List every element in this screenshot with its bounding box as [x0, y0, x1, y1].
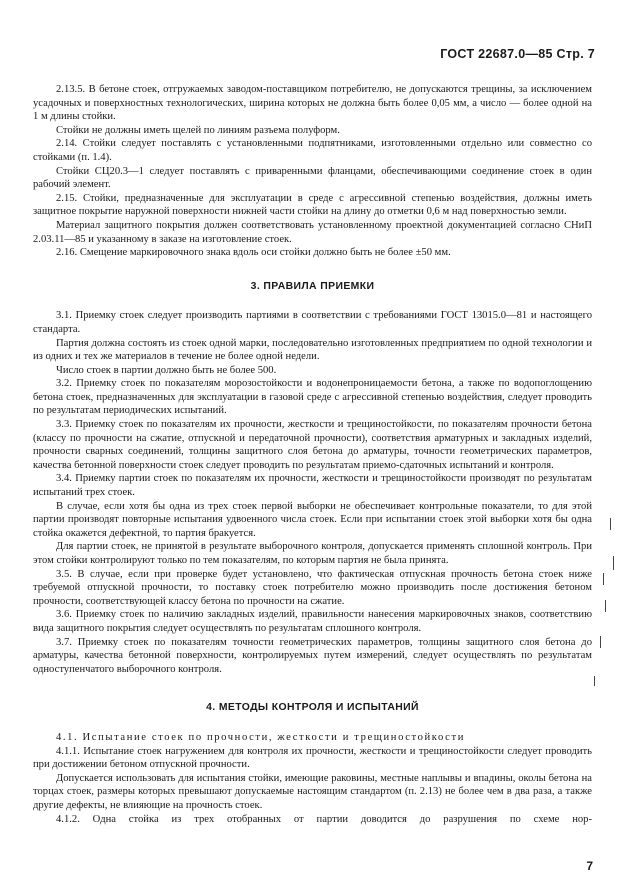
paragraph-2-15-note: Материал защитного покрытия должен соответствовать установленному проектной документацией согласно СНиП 2.03.11—85 и указанному в заказе на изготовление стоек.: [33, 219, 592, 245]
page-number: 7: [586, 859, 593, 873]
page-header: ГОСТ 22687.0—85 Стр. 7: [440, 47, 595, 61]
paragraph-3-1-batch: Партия должна состоять из стоек одной марки, последовательно изготовленных предприятием по одной технологии и из одних и тех же материалов в течение не более одной недели.: [33, 337, 592, 363]
paragraph-2-16: 2.16. Смещение маркировочного знака вдоль оси стойки должно быть не более ±50 мм.: [56, 247, 451, 259]
paragraph-3-4-repeat: В случае, если хотя бы одна из трех стоек первой выборки не обеспечивает контрольные показатели, то для этой партии производят повторные испытания удвоенного числа стоек. Если при испытании стоек этой выборки хотя бы одна стойка окажется дефектной, то партия бракуется.: [33, 500, 592, 539]
margin-mark: [603, 573, 604, 585]
paragraph-3-7: 3.7. Приемку стоек по показателям точности геометрических параметров, толщины защитного слоя бетона до арматуры, качества бетонной поверхности, контролируемых путем измерений, следует осуществлять по результатам одноступенчатого выборочного контроля.: [33, 636, 592, 675]
margin-mark: [605, 600, 606, 612]
margin-mark: [600, 636, 601, 648]
paragraph-3-4-full-control: Для партии стоек, не принятой в результате выборочного контроля, допускается применять сплошной контроль. При этом стойки контролируют только по тем показателям, по которым партия не была принята.: [33, 541, 592, 566]
margin-mark: [613, 556, 614, 570]
paragraph-3-1-count: Число стоек в партии должно быть не более 500.: [56, 364, 277, 376]
paragraph-4-1-1-allowance: Допускается использовать для испытания стойки, имеющие раковины, местные наплывы и впадины, околы бетона на торцах стоек, размеры которых превышают допускаемые настоящим стандартом (п. 2.13) не более чем в два раза, а также другие дефекты, не влияющие на прочность стоек.: [33, 772, 592, 811]
paragraph-2-14: 2.14. Стойки следует поставлять с установленными подпятниками, изготовленными отдельно или совместно со стойками (п. 1.4).: [33, 138, 592, 163]
margin-mark: [594, 676, 595, 686]
paragraph-3-5: 3.5. В случае, если при проверке будет установлено, что фактическая отпускная прочность бетона стоек ниже требуемой отпускной прочности, то поставку стоек потребителю можно производить после достижения бетоном прочности, соответствующей классу бетона по прочности на сжатие.: [33, 568, 592, 607]
section-4-title: 4. МЕТОДЫ КОНТРОЛЯ И ИСПЫТАНИЙ: [206, 702, 419, 714]
document-body: [33, 83, 592, 826]
paragraph-2-14-note: Стойки СЦ20.3—1 следует поставлять с приваренными фланцами, обеспечивающими соединение стоек в один рабочий элемент.: [33, 165, 592, 191]
paragraph-3-4: 3.4. Приемку партии стоек по показателям их прочности, жесткости и трещиностойкости производят по результатам испытаний трех стоек.: [33, 473, 592, 499]
paragraph-2-15: 2.15. Стойки, предназначенные для эксплуатации в среде с агрессивной степенью воздействия, должны иметь защитное покрытие наружной поверхности нижней части стойки на длину до отметки 0,6 м над поверхностью земли.: [33, 192, 592, 218]
margin-mark: [610, 518, 611, 530]
paragraph-2-13-5-note: Стойки не должны иметь щелей по линиям разъема полуформ.: [56, 124, 340, 136]
paragraph-3-3: 3.3. Приемку стоек по показателям их прочности, жесткости и трещиностойкости, по показателям прочности бетона (классу по прочности на сжатие, отпускной и передаточной прочности), соответствия арматурных и закладных изделий, прочности сварных соединений, толщины защитного слоя бетона до арматуры, точности геометрических параметров, качества бетонной поверхности стоек следует проводить по результатам приемо-сдаточных испытаний и контроля.: [33, 419, 592, 471]
paragraph-2-13-5: 2.13.5. В бетоне стоек, отгружаемых заводом-поставщиком потребителю, не допускаются трещины, за исключением усадочных и поверхностных технологических, ширина которых не должна быть более 0,05 мм, а число — более одной на 1 м длины стойки.: [33, 84, 592, 123]
paragraph-4-1-1: 4.1.1. Испытание стоек нагружением для контроля их прочности, жесткости и трещиностойкости следует проводить при достижении бетоном отпускной прочности.: [33, 745, 592, 771]
paragraph-3-2: 3.2. Приемку стоек по показателям морозостойкости и водонепроницаемости бетона, а также по водопоглощению бетона стоек, предназначенных для эксплуатации в газовой среде с агрессивной степенью воздействия, следует проводить по результатам периодических испытаний.: [33, 378, 592, 417]
paragraph-4-1-2: 4.1.2. Одна стойка из трех отобранных от партии доводится до разрушения по схеме нор-: [56, 813, 592, 825]
section-3-title: 3. ПРАВИЛА ПРИЕМКИ: [250, 280, 375, 292]
paragraph-3-1: 3.1. Приемку стоек следует производить партиями в соответствии с требованиями ГОСТ 13015.0—81 и настоящего стандарта.: [33, 310, 592, 335]
paragraph-3-6: 3.6. Приемку стоек по наличию закладных изделий, правильности нанесения маркировочных знаков, соответствию вида защитного покрытия следует осуществлять по результатам сплошного контроля.: [33, 609, 592, 634]
subsection-4-1-title: 4.1. Испытание стоек по прочности, жесткости и трещиностойкости: [56, 731, 465, 743]
